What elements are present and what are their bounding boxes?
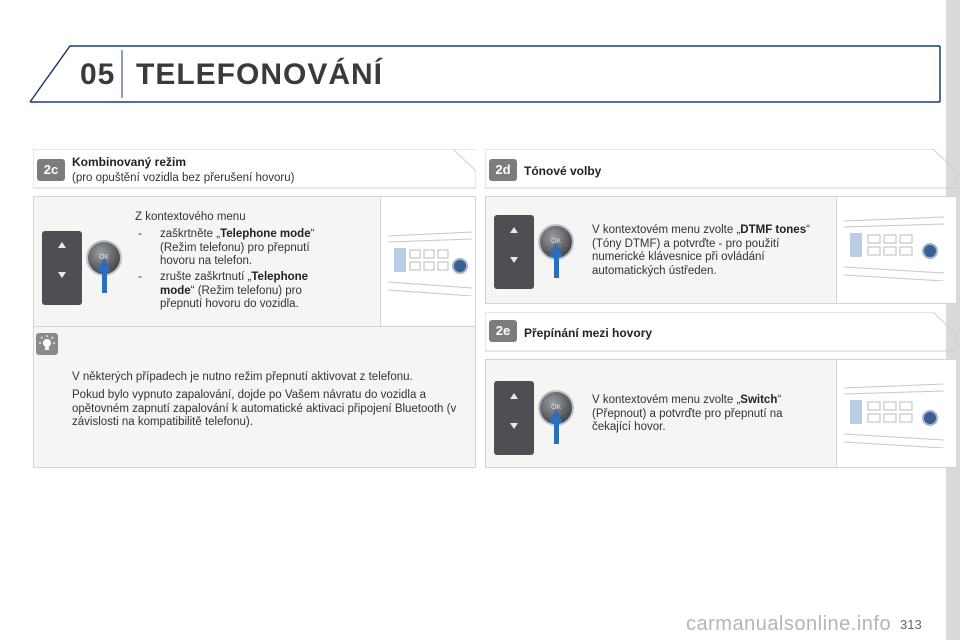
blue-arrow-stem	[554, 256, 559, 278]
list-item-telephone-off: zrušte zaškrtnutí „Telephone mode“ (Režim telefonu) pro přepnutí hovoru do vozidla.	[160, 271, 309, 310]
radio-panel-illustration	[844, 382, 944, 448]
panel-divider	[33, 326, 476, 327]
list-dash: -	[138, 228, 142, 240]
section-2e-badge: 2e	[489, 320, 517, 342]
section-2c-title: Kombinovaný režim	[72, 155, 187, 169]
blue-arrow-icon	[97, 258, 111, 272]
blue-arrow-stem	[102, 271, 107, 293]
arrow-up-icon	[510, 393, 518, 399]
ok-knob: OK	[538, 224, 574, 260]
section-2d-title: Tónové volby	[524, 164, 602, 178]
list-dash: -	[138, 271, 142, 283]
section-2e-text: V kontextovém menu zvolte „Switch“ (Přepnout) a potvrďte pro přepnutí na čekající hovor.	[592, 394, 783, 433]
arrow-up-icon	[510, 227, 518, 233]
section-2c-subtitle: (pro opuštění vozidla bez přerušení hovoru)	[72, 172, 295, 184]
arrow-up-icon	[58, 242, 66, 248]
arrow-down-icon	[510, 423, 518, 429]
chapter-title: TELEFONOVÁNÍ	[136, 58, 384, 91]
blue-arrow-icon	[549, 243, 563, 257]
section-2c-badge: 2c	[37, 159, 65, 181]
note-paragraph-2: Pokud bylo vypnuto zapalování, dojde po Vašem návratu do vozidla a opětovném zapnutí zapalování k automatické aktivaci připojení Bluetooth (v závislosti na kompatibilitě telefonu).	[72, 389, 457, 428]
ok-knob: OK	[538, 390, 574, 426]
section-2e-title: Přepínání mezi hovory	[524, 326, 653, 340]
lightbulb-icon	[36, 333, 58, 355]
blue-arrow-icon	[549, 409, 563, 423]
radio-panel-illustration	[844, 215, 944, 281]
note-paragraph-1: V některých případech je nutno režim přepnutí aktivovat z telefonu.	[72, 371, 413, 383]
section-2c-intro: Z kontextového menu	[135, 211, 246, 223]
radio-panel-illustration	[388, 230, 472, 296]
arrow-down-icon	[510, 257, 518, 263]
blue-arrow-stem	[554, 422, 559, 444]
watermark: carmanualsonline.info	[686, 613, 892, 635]
arrow-down-icon	[58, 272, 66, 278]
chapter-number: 05	[80, 58, 116, 91]
section-2d-text: V kontextovém menu zvolte „DTMF tones“ (Tóny DTMF) a potvrďte - pro použití numerické klávesnice při ovládání automatických ústředen.	[592, 224, 810, 277]
section-2d-badge: 2d	[489, 159, 517, 181]
page-number: 313	[900, 617, 922, 632]
list-item-telephone-on: zaškrtněte „Telephone mode“ (Režim telefonu) pro přepnutí hovoru na telefon.	[160, 228, 315, 267]
ok-knob: OK	[86, 240, 122, 276]
